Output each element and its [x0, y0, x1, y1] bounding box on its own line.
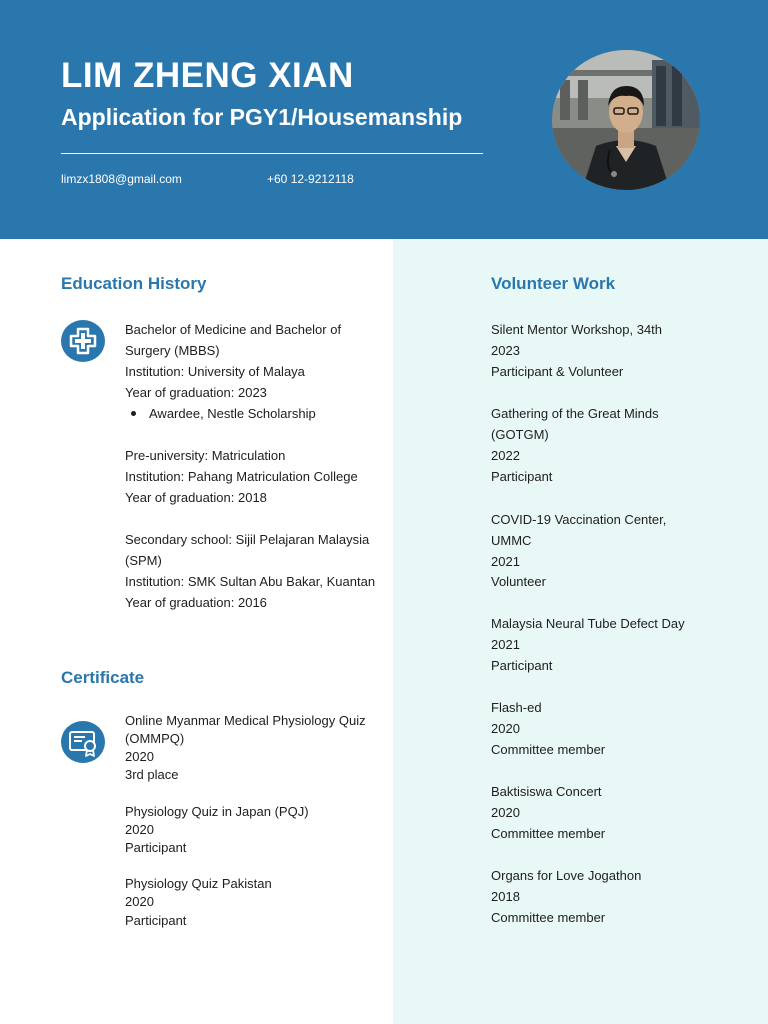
volunteer-3-line-4: Volunteer — [491, 574, 546, 589]
bullet-marker — [131, 411, 136, 416]
certificate-3-line-1: Physiology Quiz Pakistan — [125, 876, 272, 891]
education-section-title: Education History — [61, 274, 207, 293]
volunteer-5-line-1: Flash-ed — [491, 700, 542, 715]
certificate-3-line-3: Participant — [125, 913, 187, 928]
volunteer-1-line-1: Silent Mentor Workshop, 34th — [491, 322, 663, 337]
applicant-name: LIM ZHENG XIAN — [61, 56, 354, 95]
volunteer-1-line-2: 2023 — [491, 343, 520, 358]
volunteer-2-line-1: Gathering of the Great Minds — [491, 406, 659, 421]
certificate-1-line-1: Online Myanmar Medical Physiology Quiz — [125, 713, 366, 728]
volunteer-3-line-1: COVID-19 Vaccination Center, — [491, 512, 667, 527]
volunteer-2-line-2: (GOTGM) — [491, 427, 549, 442]
volunteer-2-line-3: 2022 — [491, 448, 520, 463]
education-3-line-3: Institution: SMK Sultan Abu Bakar, Kuantan — [125, 574, 376, 589]
volunteer-4-line-2: 2021 — [491, 637, 520, 652]
volunteer-5-line-3: Committee member — [491, 742, 606, 757]
header-divider — [61, 153, 483, 154]
education-2-line-1: Pre-university: Matriculation — [125, 448, 286, 463]
volunteer-6-line-3: Committee member — [491, 826, 606, 841]
volunteer-7-line-3: Committee member — [491, 910, 606, 925]
certificate-2-line-2: 2020 — [125, 822, 154, 837]
header-banner — [0, 0, 768, 239]
education-3-line-1: Secondary school: Sijil Pelajaran Malaysia — [125, 532, 370, 547]
volunteer-4-line-3: Participant — [491, 658, 553, 673]
certificate-1-line-3: 2020 — [125, 749, 154, 764]
certificate-1-line-4: 3rd place — [125, 767, 179, 782]
medical-cross-icon — [61, 320, 105, 362]
volunteer-7-line-1: Organs for Love Jogathon — [491, 868, 642, 883]
education-1-line-4: Year of graduation: 2023 — [125, 385, 267, 400]
education-3-line-4: Year of graduation: 2016 — [125, 595, 267, 610]
volunteer-3-line-3: 2021 — [491, 554, 520, 569]
certificate-icon — [61, 721, 105, 763]
profile-photo — [552, 50, 700, 190]
education-2-line-2: Institution: Pahang Matriculation College — [125, 469, 358, 484]
volunteer-7-line-2: 2018 — [491, 889, 520, 904]
volunteer-section-title: Volunteer Work — [491, 274, 616, 293]
volunteer-4-line-1: Malaysia Neural Tube Defect Day — [491, 616, 685, 631]
education-1-line-1: Bachelor of Medicine and Bachelor of — [125, 322, 342, 337]
certificate-2-line-1: Physiology Quiz in Japan (PQJ) — [125, 804, 309, 819]
volunteer-6-line-1: Baktisiswa Concert — [491, 784, 602, 799]
education-1-line-2: Surgery (MBBS) — [125, 343, 220, 358]
education-3-line-2: (SPM) — [125, 553, 162, 568]
education-1-line-3: Institution: University of Malaya — [125, 364, 305, 379]
volunteer-1-line-3: Participant & Volunteer — [491, 364, 624, 379]
certificate-section-title: Certificate — [61, 668, 145, 687]
certificate-1-line-2: (OMMPQ) — [125, 731, 185, 746]
volunteer-6-line-2: 2020 — [491, 805, 520, 820]
volunteer-5-line-2: 2020 — [491, 721, 520, 736]
certificate-2-line-3: Participant — [125, 840, 187, 855]
certificate-3-line-2: 2020 — [125, 894, 154, 909]
phone-number[interactable]: +60 12-9212118 — [267, 172, 354, 186]
volunteer-3-line-2: UMMC — [491, 533, 532, 548]
volunteer-2-line-4: Participant — [491, 469, 553, 484]
application-title: Application for PGY1/Housemanship — [61, 104, 463, 130]
email-address[interactable]: limzx1808@gmail.com — [61, 172, 182, 186]
education-2-line-3: Year of graduation: 2018 — [125, 490, 267, 505]
education-1-bullet: Awardee, Nestle Scholarship — [149, 406, 316, 421]
